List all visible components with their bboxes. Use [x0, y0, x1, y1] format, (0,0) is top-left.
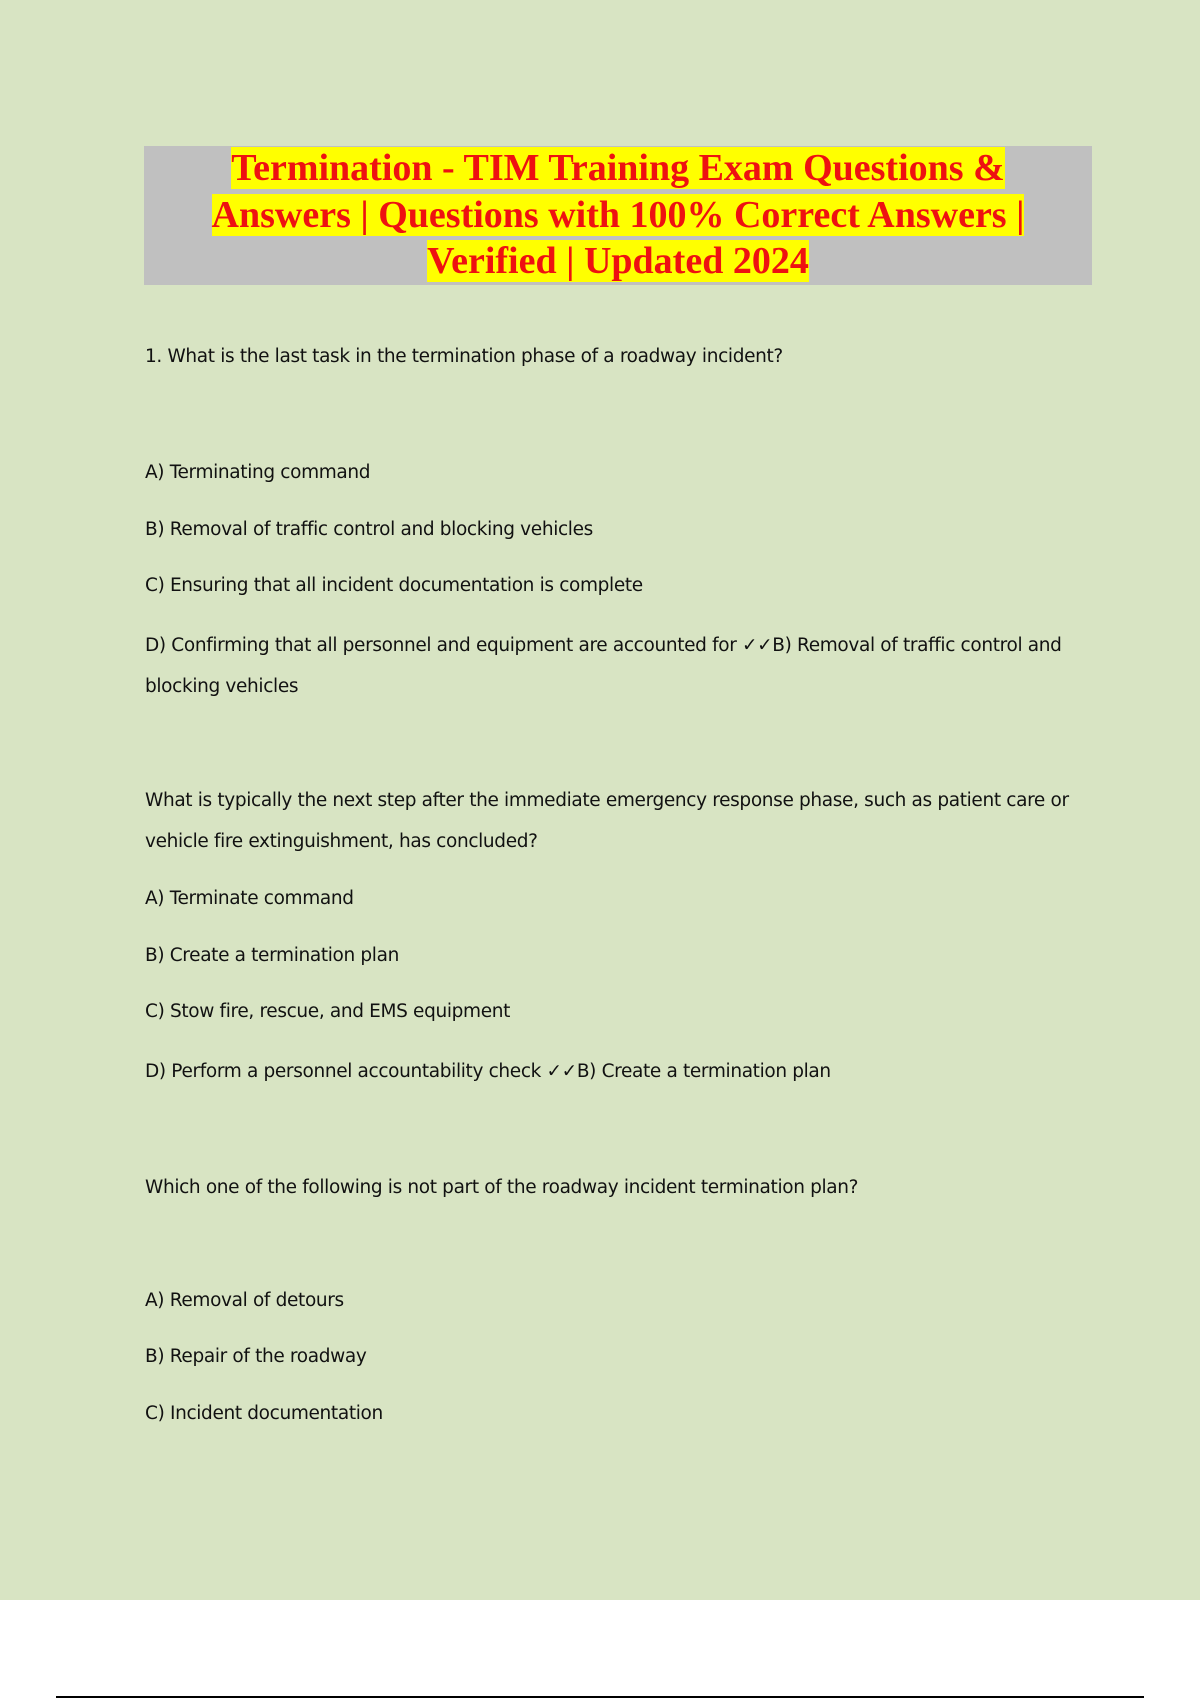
- question-3-option-c: C) Incident documentation: [145, 1403, 383, 1424]
- question-2-option-c: C) Stow fire, rescue, and EMS equipment: [145, 1001, 511, 1022]
- question-1-option-a: A) Terminating command: [145, 462, 371, 483]
- question-1-text: 1. What is the last task in the termination phase of a roadway incident?: [145, 346, 783, 367]
- title-line-1: Termination - TIM Training Exam Questions &: [231, 147, 1005, 189]
- question-3-text: Which one of the following is not part of the roadway incident termination plan?: [145, 1177, 859, 1198]
- question-2-option-d: D) Perform a personnel accountability check ✓✓B) Create a termination plan: [145, 1061, 831, 1082]
- question-2-text-line-2: vehicle fire extinguishment, has concluded?: [145, 831, 538, 852]
- title-line-3: Verified | Updated 2024: [427, 240, 809, 282]
- question-2-text-line-1: What is typically the next step after the immediate emergency response phase, such as patient care or: [145, 790, 1069, 811]
- footer-rule: [56, 1696, 1144, 1698]
- question-2-option-a: A) Terminate command: [145, 888, 354, 909]
- question-1-option-d-continued: blocking vehicles: [145, 676, 299, 697]
- document-title: [144, 145, 1092, 285]
- question-1-option-b: B) Removal of traffic control and blocking vehicles: [145, 519, 593, 540]
- title-line-2: Answers | Questions with 100% Correct Answers |: [211, 193, 1025, 236]
- question-3-option-a: A) Removal of detours: [145, 1290, 344, 1311]
- question-1-option-d: D) Confirming that all personnel and equipment are accounted for ✓✓B) Removal of traffic control and: [145, 635, 1062, 656]
- question-1-option-c: C) Ensuring that all incident documentation is complete: [145, 575, 643, 596]
- question-2-option-b: B) Create a termination plan: [145, 945, 399, 966]
- question-3-option-b: B) Repair of the roadway: [145, 1346, 367, 1367]
